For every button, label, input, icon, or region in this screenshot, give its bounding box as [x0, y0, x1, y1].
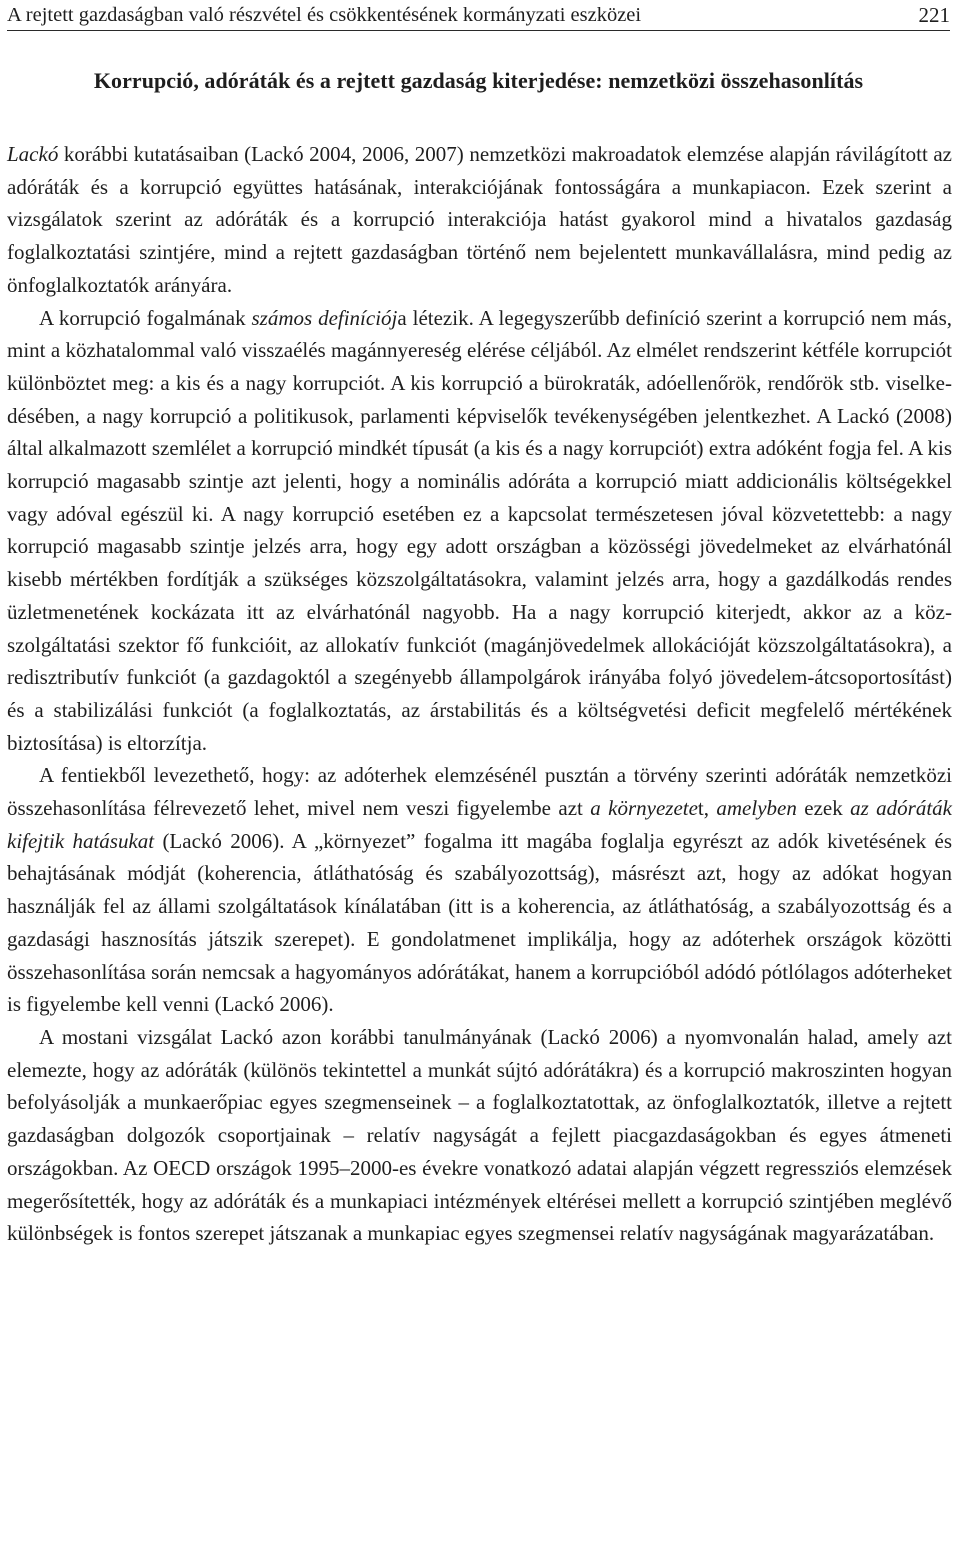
author-name-italic: Lackó — [7, 142, 59, 166]
paragraph-2-text-b: a létezik. A legegyszerűbb definíció szerint a korrupció nem más, mint a közhatalommal való visszaélés magánnyereség elérése céljából. Az elmélet rendszerint kétféle korrupciót különböztet meg: a kis és a nagy korrupciót. A kis korrupció a bürokraták, adóellenőrök, rendőrök stb. viselkedésében, a nagy korrupció a politikusok, parlamenti képviselők tevékenységében jelentkezhet. A Lackó (2008) által alkalmazott szemlélet a korrupció mindkét típusát (a kis és a nagy korrupciót) extra adóként fogja fel. A kis korrupció magasabb szintje azt jelenti, hogy a nominális adóráta a korrupció miatt addicionális költségekkel vagy adóval egészül ki. A nagy korrupció esetében ez a kapcsolat természetesen jóval közvetettebb: a nagy korrupció magasabb szintje jelzés arra, hogy egy adott országban a közösségi jövedelmeket az elvárhatónál kisebb mértékben fordítják a szükséges közszolgáltatásokra, valamint jelzés arra, hogy a gazdálkodás rendes üzletmenetének kockázata itt az elvárhatónál nagyobb. Ha a nagy korrupció kiterjedt, akkor az a közszolgáltatási szektor fő funkcióit, az allokatív funkciót (magánjövedelmek allokációját közszolgáltatásokra), a redisztributív funkciót (a gazdagoktól a szegényebb állampolgárok irányába folyó jövedelem-átcsoportosítást) és a stabilizálási funkciót (a foglalkoztatás, az árstabilitás és a költségvetési deficit megfelelő mértékének biztosítása) is eltorzítja. — [7, 305, 952, 755]
page-number: 221 — [918, 2, 950, 27]
running-header — [7, 0, 950, 31]
paragraph-1-text: korábbi kutatásaiban (Lackó 2004, 2006, 2007) nemzetközi makroadatok elemzése alapján rávilágított az adóráták és a korrupció együttes hatásának, interakciójának fontosságára a munkapiacon. Ezek szerint a vizsgálatok szerint az adóráták és a korrupció interakciója hatást gyakorol mind a hivatalos gazdaság foglalkoztatási szintjére, mind a rejtett gazdaságban történő nem bejelentett munkavállalásra, mind pedig az önfoglalkoztatók arányára. — [7, 142, 952, 297]
body-text — [7, 138, 952, 1250]
paragraph-3-text-c: ezek — [796, 796, 851, 821]
paragraph-3-text-d: (Lackó 2006). A „környezet” fogalma itt magába foglalja egyrészt az adók kivetésének és behajtásának módját (koherencia, átláthatóság és szabályozottság), másrészt azt, hogy az adókat hogyan használják fel az állami szolgáltatások kínálatában (itt is a koherencia, az átláthatóság, a szabályozottság és a gazdasági hasznosítás játszik szerepet). E gondolatmenet implikálja, hogy az adóterhek országok közötti összehasonlítása során nemcsak a hagyományos adórátákat, hanem a korrupcióból adódó pótlólagos adóterheket is figyelembe kell venni (Lackó 2006). — [7, 828, 953, 1017]
paragraph-3-italic-1: a környezete — [590, 796, 698, 821]
paragraph-3-text-a: A fentiekből levezethető, hogy: az adóterhek elemzésénél pusztán a törvény szerinti adóráták nemzetközi összehasonlítása félrevezető lehet, mivel nem veszi figyelembe azt — [7, 763, 952, 821]
paragraph-2-text-a: A korrupció fogalmának — [39, 305, 252, 330]
paragraph-4-text: A mostani vizsgálat Lackó azon korábbi tanulmányának (Lackó 2006) a nyomvonalán halad, amely azt elemezte, hogy az adóráták (különös tekintettel a munkát sújtó adórátákra) és a korrupció makroszinten hogyan befolyásolják a munkaerőpiac egyes szegmenseinek – a foglalkoztatottak, az önfoglalkoztatók, illetve a rejtett gazdaságban dolgozók csoportjainak – relatív nagyságát a fejlett piacgazdaságokban és egyes átmeneti országokban. Az OECD országok 1995–2000-es évekre vonatkozó adatai alapján végzett regressziós elemzések megerősítették, hogy az adóráták és a munkapiaci intézmények eltérései mellett a korrupció szintjében meglévő különbségek is fontos szerepet játszanak a munkapiac egyes szegmensei relatív nagyságának magyarázatában. — [7, 1024, 952, 1246]
running-header-title: A rejtett gazdaságban való részvétel és csökkentésének kormányzati eszközei — [7, 3, 642, 26]
paragraph-2 — [7, 302, 952, 760]
paragraph-3-italic-3: az adóráták kifejtik hatásukat — [7, 796, 952, 853]
paragraph-2-italic: számos definíciój — [251, 305, 398, 330]
paragraph-3 — [7, 759, 952, 1021]
paragraph-3-italic-2: amelyben — [716, 796, 797, 821]
paragraph-4 — [7, 1021, 952, 1250]
paragraph-3-text-b: t, — [697, 796, 717, 821]
paragraph-1 — [7, 138, 952, 302]
section-heading: Korrupció, adóráták és a rejtett gazdaság kiterjedése: nemzetközi összehasonlítás — [93, 68, 864, 93]
